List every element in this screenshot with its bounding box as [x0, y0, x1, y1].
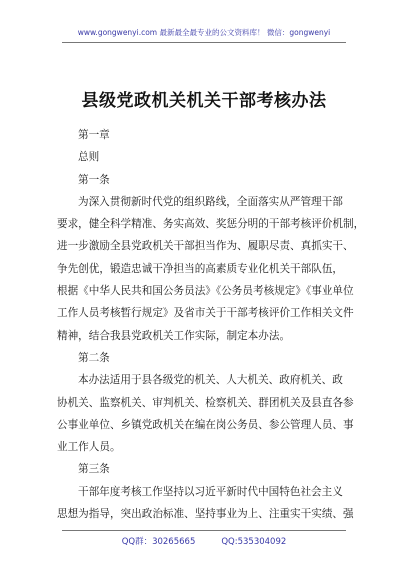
header-text: www.gongwenyi.com 最新最全最专业的公文资料库！ 微信：gongwenyi: [77, 28, 331, 37]
footer-divider: [62, 530, 346, 531]
footer-qq-group: QQ群：30265665: [121, 537, 196, 547]
article-1-line: 工作人员考核暂行规定》及省市关于干部考核评价工作相关文件: [57, 307, 354, 320]
article-1-line: 精神，结合我县党政机关工作实际，制定本办法。: [57, 329, 291, 342]
page-title: 县级党政机关机关干部考核办法: [81, 91, 327, 111]
article-1-line: 为深入贯彻新时代党的组织路线，全面落实从严管理干部: [78, 195, 343, 208]
article-3-text: [57, 481, 353, 526]
article-2-heading: 第二条: [78, 351, 110, 364]
article-1-line: 要求，健全科学精准、务实高效、奖惩分明的干部考核评价机制，: [57, 218, 365, 231]
article-2-text: [57, 369, 353, 458]
document-body: [57, 124, 365, 525]
article-1-line: 争先创优，锻造忠诚干净担当的高素质专业化机关干部队伍，: [57, 262, 344, 275]
article-3-line: 思想为指导，突出政治标准、坚持事业为上、注重实干实绩、强: [57, 508, 354, 521]
chapter-label: 第一章: [78, 129, 110, 141]
article-1-line: 进一步激励全县党政机关干部担当作为、履职尽责、真抓实干、: [57, 240, 354, 253]
article-2-line: 公事业单位、乡镇党政机关在编在岗公务员、参公管理人员、事: [57, 418, 354, 431]
article-1-text: [57, 191, 365, 347]
article-1-line: 根据《中华人民共和国公务员法》《公务员考核规定》《事业单位: [57, 285, 354, 298]
page-footer: [0, 535, 408, 547]
page-header: [0, 27, 408, 38]
article-2-line: 协机关、监察机关、审判机关、检察机关、群团机关及县直各参: [57, 396, 354, 409]
article-2-line: 本办法适用于县各级党的机关、人大机关、政府机关、政: [78, 374, 343, 387]
article-1-heading: 第一条: [78, 173, 110, 186]
article-3-line: 干部年度考核工作坚持以习近平新时代中国特色社会主义: [78, 485, 343, 498]
header-divider: [62, 42, 346, 43]
article-3-heading: 第三条: [78, 463, 110, 476]
article-2-line: 业工作人员。: [57, 441, 121, 454]
footer-qq: QQ:535304092: [221, 537, 287, 547]
chapter-title: 总则: [78, 151, 100, 164]
